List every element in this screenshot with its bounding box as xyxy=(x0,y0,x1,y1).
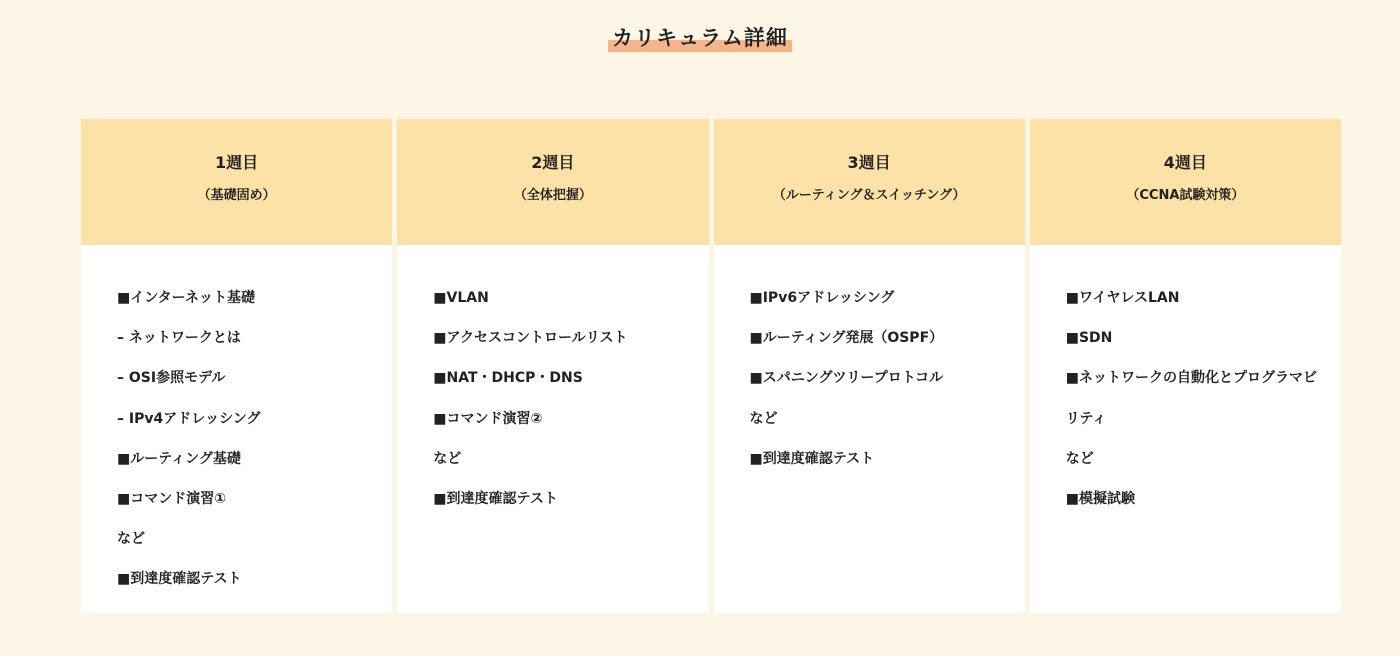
title-wrapper xyxy=(0,24,1400,52)
week-items-4 xyxy=(1030,245,1341,519)
week-title: 1週目 xyxy=(215,153,259,172)
list-item: ■到達度確認テスト xyxy=(117,571,242,588)
list-item: ■模擬試験 xyxy=(1065,491,1135,508)
list-item: ■インターネット基礎 xyxy=(117,290,255,306)
week-header-1 xyxy=(81,119,392,245)
list-item: ■ルーティング発展（OSPF） xyxy=(749,330,944,347)
week-title: 3週目 xyxy=(847,153,891,172)
list-item: など xyxy=(117,531,145,548)
week-card-3 xyxy=(714,119,1025,613)
week-header-3 xyxy=(714,119,1025,245)
week-card-2 xyxy=(397,119,708,613)
curriculum-grid xyxy=(81,119,1341,613)
list-item: ■VLAN xyxy=(433,290,489,306)
week-header-4 xyxy=(1030,119,1341,245)
week-subtitle: （CCNA試験対策） xyxy=(1126,188,1245,203)
week-header-2 xyxy=(397,119,708,245)
list-item: ■ワイヤレスLAN xyxy=(1065,290,1180,306)
list-item: ■アクセスコントロールリスト xyxy=(433,330,628,347)
list-item: ■NAT・DHCP・DNS xyxy=(433,370,583,387)
list-item: – OSI参照モデル xyxy=(117,370,226,387)
week-card-1 xyxy=(81,119,392,613)
list-item: ■到達度確認テスト xyxy=(749,450,875,467)
week-subtitle: （基礎固め） xyxy=(197,188,276,203)
list-item: ■コマンド演習① xyxy=(117,491,227,508)
week-items-1 xyxy=(81,245,392,600)
week-items-3 xyxy=(714,245,1025,479)
list-item: ■スパニングツリープロトコル xyxy=(749,370,944,387)
week-title: 4週目 xyxy=(1163,153,1207,172)
page-title: カリキュラム詳細 xyxy=(608,24,792,52)
list-item: リティ xyxy=(1065,410,1107,427)
list-item: ■到達度確認テスト xyxy=(433,491,558,508)
list-item: ■ネットワークの自動化とプログラマビ xyxy=(1065,370,1317,387)
list-item: など xyxy=(433,450,462,467)
week-card-4 xyxy=(1030,119,1341,613)
list-item: – IPv4アドレッシング xyxy=(117,410,261,427)
list-item: など xyxy=(1065,450,1094,467)
list-item: – ネットワークとは xyxy=(117,330,241,347)
list-item: ■IPv6アドレッシング xyxy=(749,290,895,306)
week-items-2 xyxy=(397,245,708,519)
list-item: など xyxy=(749,410,778,427)
week-title: 2週目 xyxy=(531,153,575,172)
list-item: ■SDN xyxy=(1065,330,1113,347)
list-item: ■コマンド演習② xyxy=(433,410,543,427)
week-subtitle: （全体把握） xyxy=(513,188,592,203)
week-subtitle: （ルーティング＆スイッチング） xyxy=(772,188,966,203)
list-item: ■ルーティング基礎 xyxy=(117,450,241,467)
